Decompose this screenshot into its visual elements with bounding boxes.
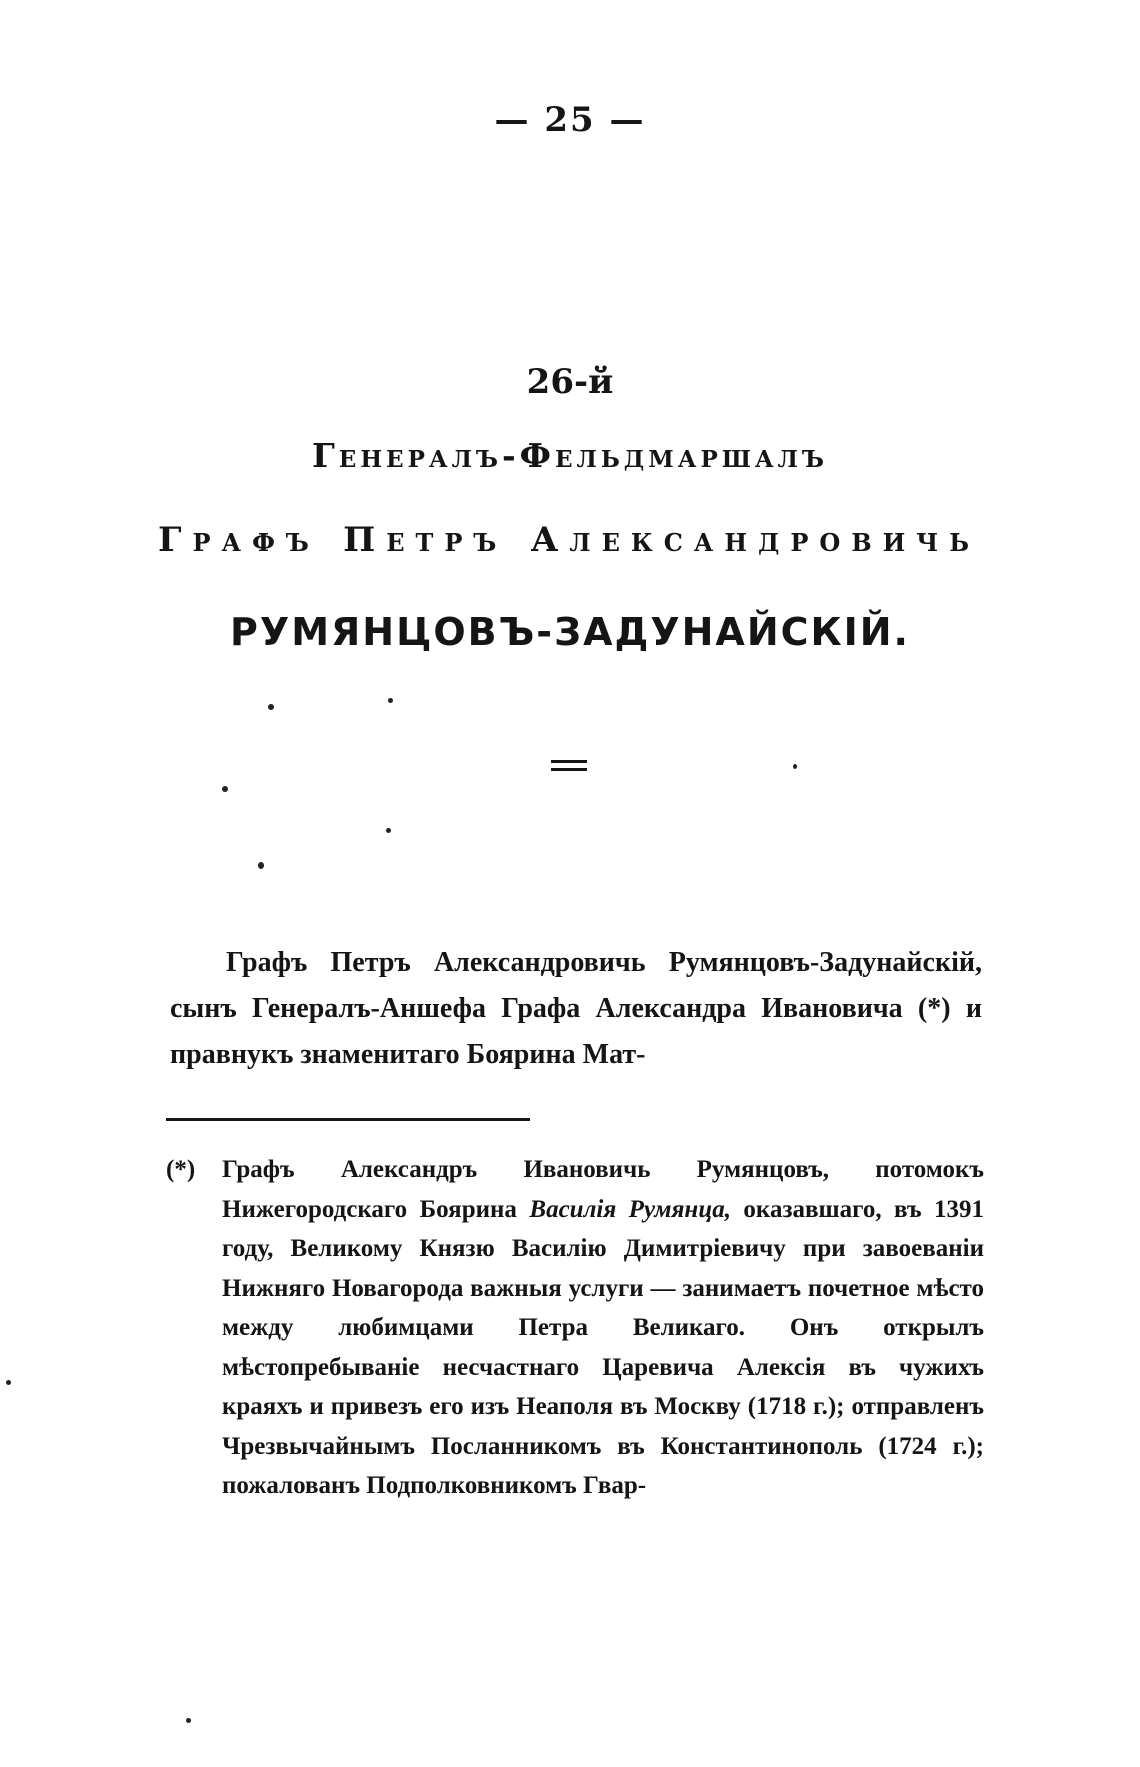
footnote-separator [166,1118,530,1121]
print-speck [186,1718,191,1723]
entry-rank-heading: Генералъ-Фельдмаршалъ [312,436,828,475]
footnote [166,1150,984,1506]
footnote-text-part1: Графъ Александръ Ивановичь Румянцовъ, потомокъ Нижегородскаго Боярина [222,1156,984,1223]
print-speck [258,862,264,869]
print-speck [6,1380,11,1385]
entry-surname-heading: РУМЯНЦОВЪ-ЗАДУНАЙСКІЙ. [230,610,910,654]
print-speck [222,786,228,792]
name-word-title: Графъ [158,520,320,560]
body-paragraph: Графъ Петръ Александровичь Румянцовъ-Задунайскій, сынъ Генералъ-Аншефа Графа Александра Ивановича (*) и правнукъ знаменитаго Боярина Мат- [170,947,982,1070]
double-rule-divider [551,760,587,771]
print-speck [388,698,393,703]
footnote-text [222,1150,984,1506]
footnote-italic-name: Василія Румянца, [529,1195,731,1223]
entry-ordinal: 26-й [526,362,614,402]
footnote-text-part2: оказавшаго, въ 1391 году, Великому Князю Василію Димитріевичу при завоеваніи Нижняго Новагорода важныя услуги — занимаетъ почетное мѣсто между любимцами Петра Великаго. Онъ открылъ мѣстопребываніе несчастнаго Царевича Алексія въ чужихъ краяхъ и привезъ его изъ Неаполя въ Москву (1718 г.); отправленъ Чрезвычайнымъ Посланникомъ въ Константинополь (1724 г.); пожалованъ Подполковникомъ Гвар- [222,1195,984,1499]
print-speck [386,828,391,833]
print-speck [793,764,797,769]
name-word-given: Петръ [343,520,508,560]
page-number: — 25 — [494,100,646,140]
print-speck [268,704,274,710]
name-word-patronymic: Александровичь [530,520,980,560]
footnote-marker: (*) [166,1156,196,1183]
entry-name-heading [158,520,980,560]
